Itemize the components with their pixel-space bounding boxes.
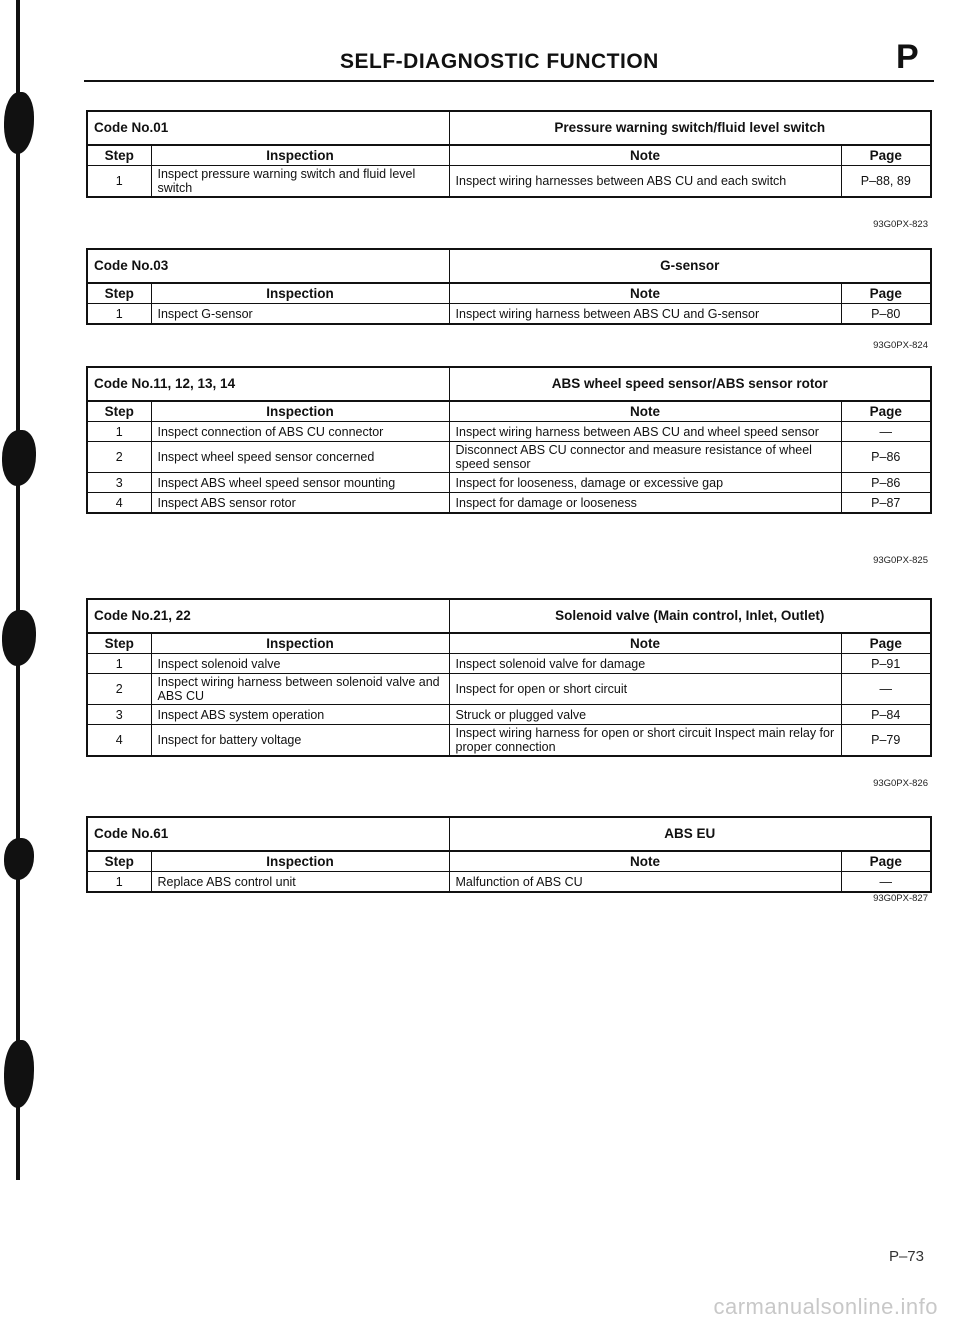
step-cell: 2 — [87, 674, 151, 705]
column-header-step: Step — [87, 401, 151, 422]
table-title-row — [87, 111, 931, 145]
column-header-inspection: Inspection — [151, 283, 449, 304]
step-cell: 2 — [87, 442, 151, 473]
table-row — [87, 304, 931, 325]
step-cell: 3 — [87, 473, 151, 493]
table-header-row — [87, 633, 931, 654]
inspection-cell: Inspect wiring harness between solenoid valve and ABS CU — [151, 674, 449, 705]
note-cell: Inspect wiring harness between ABS CU and wheel speed sensor — [449, 422, 841, 442]
table-title-row — [87, 249, 931, 283]
header-rule — [84, 80, 934, 82]
page-ref-cell: P–80 — [841, 304, 931, 325]
binder-spine — [16, 0, 20, 1180]
page-title: SELF-DIAGNOSTIC FUNCTION — [340, 50, 659, 73]
page-number: P–73 — [888, 1248, 924, 1265]
table-header-row — [87, 145, 931, 166]
note-cell: Inspect solenoid valve for damage — [449, 654, 841, 674]
watermark-text: carmanualsonline.info — [713, 1294, 938, 1319]
note-cell: Struck or plugged valve — [449, 705, 841, 725]
column-header-note: Note — [449, 633, 841, 654]
column-header-page: Page — [841, 401, 931, 422]
note-cell: Disconnect ABS CU connector and measure resistance of wheel speed sensor — [449, 442, 841, 473]
note-cell: Inspect for looseness, damage or excessive gap — [449, 473, 841, 493]
table-row — [87, 705, 931, 725]
diagnostic-table-code-01 — [86, 110, 932, 198]
binder-edge — [0, 0, 40, 1328]
note-cell: Inspect for open or short circuit — [449, 674, 841, 705]
column-header-page: Page — [841, 851, 931, 872]
column-header-step: Step — [87, 145, 151, 166]
page-ref-cell: — — [841, 674, 931, 705]
column-header-page: Page — [841, 145, 931, 166]
table-title-row — [87, 599, 931, 633]
figure-reference-code: 93G0PX-825 — [873, 555, 928, 566]
column-header-note: Note — [449, 851, 841, 872]
table-header-row — [87, 851, 931, 872]
step-cell: 1 — [87, 872, 151, 893]
table-row — [87, 493, 931, 514]
step-cell: 1 — [87, 166, 151, 198]
step-cell: 3 — [87, 705, 151, 725]
step-cell: 1 — [87, 422, 151, 442]
table-title-row — [87, 817, 931, 851]
code-subject: ABS EU — [449, 817, 931, 851]
table-row — [87, 473, 931, 493]
code-subject: G-sensor — [449, 249, 931, 283]
page-ref-cell: P–86 — [841, 442, 931, 473]
note-cell: Inspect wiring harness for open or short circuit Inspect main relay for proper connection — [449, 725, 841, 757]
punch-hole — [4, 838, 34, 880]
code-number: Code No.03 — [87, 249, 449, 283]
inspection-cell: Inspect connection of ABS CU connector — [151, 422, 449, 442]
column-header-inspection: Inspection — [151, 145, 449, 166]
figure-reference-code: 93G0PX-827 — [873, 893, 928, 904]
punch-hole — [4, 92, 34, 154]
inspection-cell: Inspect solenoid valve — [151, 654, 449, 674]
table-row — [87, 725, 931, 757]
inspection-cell: Inspect ABS wheel speed sensor mounting — [151, 473, 449, 493]
code-number: Code No.21, 22 — [87, 599, 449, 633]
table-header-row — [87, 401, 931, 422]
code-number: Code No.01 — [87, 111, 449, 145]
table-row — [87, 872, 931, 893]
page-ref-cell: — — [841, 422, 931, 442]
inspection-cell: Inspect pressure warning switch and fluid level switch — [151, 166, 449, 198]
code-subject: Solenoid valve (Main control, Inlet, Outlet) — [449, 599, 931, 633]
code-subject: Pressure warning switch/fluid level switch — [449, 111, 931, 145]
figure-reference-code: 93G0PX-824 — [873, 340, 928, 351]
punch-hole — [2, 610, 36, 666]
column-header-note: Note — [449, 401, 841, 422]
diagnostic-table-code-11-14 — [86, 366, 932, 514]
diagnostic-table-code-61 — [86, 816, 932, 893]
column-header-inspection: Inspection — [151, 633, 449, 654]
inspection-cell: Inspect G-sensor — [151, 304, 449, 325]
column-header-page: Page — [841, 283, 931, 304]
table-row — [87, 674, 931, 705]
inspection-cell: Replace ABS control unit — [151, 872, 449, 893]
column-header-inspection: Inspection — [151, 401, 449, 422]
section-letter: P — [896, 38, 919, 76]
column-header-inspection: Inspection — [151, 851, 449, 872]
inspection-cell: Inspect ABS sensor rotor — [151, 493, 449, 514]
page-ref-cell: — — [841, 872, 931, 893]
page-ref-cell: P–86 — [841, 473, 931, 493]
column-header-step: Step — [87, 283, 151, 304]
figure-reference-code: 93G0PX-826 — [873, 778, 928, 789]
figure-reference-code: 93G0PX-823 — [873, 219, 928, 230]
punch-hole — [4, 1040, 34, 1108]
note-cell: Inspect for damage or looseness — [449, 493, 841, 514]
table-row — [87, 422, 931, 442]
diagnostic-table-code-03 — [86, 248, 932, 325]
table-title-row — [87, 367, 931, 401]
punch-hole — [2, 430, 36, 486]
column-header-note: Note — [449, 145, 841, 166]
code-number: Code No.11, 12, 13, 14 — [87, 367, 449, 401]
table-row — [87, 654, 931, 674]
column-header-step: Step — [87, 633, 151, 654]
page-ref-cell: P–84 — [841, 705, 931, 725]
page-ref-cell: P–79 — [841, 725, 931, 757]
table-row — [87, 442, 931, 473]
column-header-step: Step — [87, 851, 151, 872]
note-cell: Inspect wiring harness between ABS CU and G-sensor — [449, 304, 841, 325]
inspection-cell: Inspect ABS system operation — [151, 705, 449, 725]
inspection-cell: Inspect for battery voltage — [151, 725, 449, 757]
page-ref-cell: P–87 — [841, 493, 931, 514]
code-number: Code No.61 — [87, 817, 449, 851]
column-header-page: Page — [841, 633, 931, 654]
page-ref-cell: P–88, 89 — [841, 166, 931, 198]
step-cell: 1 — [87, 654, 151, 674]
table-row — [87, 166, 931, 198]
inspection-cell: Inspect wheel speed sensor concerned — [151, 442, 449, 473]
step-cell: 4 — [87, 493, 151, 514]
table-header-row — [87, 283, 931, 304]
step-cell: 4 — [87, 725, 151, 757]
note-cell: Malfunction of ABS CU — [449, 872, 841, 893]
note-cell: Inspect wiring harnesses between ABS CU and each switch — [449, 166, 841, 198]
code-subject: ABS wheel speed sensor/ABS sensor rotor — [449, 367, 931, 401]
page-ref-cell: P–91 — [841, 654, 931, 674]
step-cell: 1 — [87, 304, 151, 325]
diagnostic-table-code-21-22 — [86, 598, 932, 757]
column-header-note: Note — [449, 283, 841, 304]
